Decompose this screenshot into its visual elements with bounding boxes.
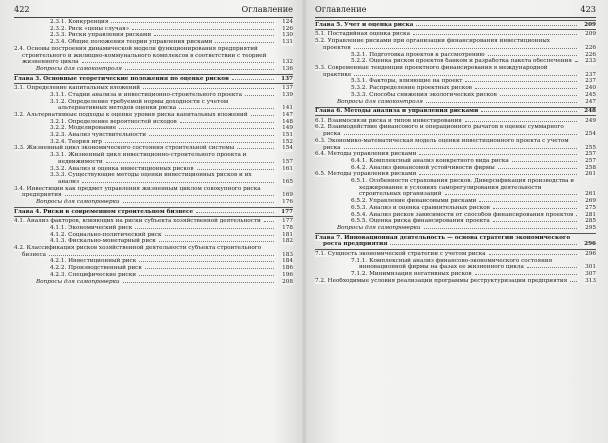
dot-leader [426,101,577,103]
entry-label: 6.5.3. Анализ и оценка сравнительных рисков [351,204,490,211]
entry-page-number: 258 [585,164,596,171]
entry-page-number: 295 [585,224,596,231]
toc-entry [315,138,596,151]
toc-entry [14,245,293,258]
dot-leader [237,147,274,149]
entry-label: 4.2.3. Специфические риски [50,271,137,278]
toc-entry [14,225,293,232]
entry-label: 7.1. Сущность экономической стратегии с учетом риска [315,250,486,257]
running-header [14,4,293,16]
entry-label: 5.2.2. Оценка рисков проектов банком и разработка пакета обеспечения [351,58,572,65]
dot-leader [119,127,274,129]
toc-entry [14,232,293,239]
dot-leader [493,207,577,209]
entry-label: 5.2.1. Подготовка проектов к рассмотрению [351,51,485,58]
entry-page-number: 176 [282,199,293,206]
entry-page-number: 249 [585,117,596,124]
entry-page-number: 254 [585,131,596,138]
dot-leader [232,78,274,80]
entry-page-number: 285 [585,218,596,225]
entry-label: 7.1.1. Комплексный анализ финансово-экономического состояния инновационной фирмы на фазах ее жизненного цикла [351,257,553,271]
entry-label: 3.2.4. Теория игр [50,138,102,145]
toc-entry [14,132,293,139]
entry-label: 6.1. Взаимосвязи риска и типов инвестирования [315,117,462,124]
toc-entry [315,124,596,137]
toc-entry [14,26,293,33]
entry-page-number: 269 [585,198,596,205]
toc-entry [14,218,293,225]
dot-leader [159,240,274,242]
entry-label: Глава 6. Методы анализа и управления рисками [315,108,479,115]
entry-label: Глава 3. Основные теоретические положения по оценке рисков [14,75,230,82]
dot-leader [111,21,274,23]
entry-page-number: 147 [282,111,293,118]
chapter-heading [14,207,293,217]
entry-label: Вопросы для самоконтроля [337,98,423,105]
dot-leader [344,147,577,149]
dot-leader [493,220,577,222]
entry-page-number: 130 [282,32,293,39]
dot-leader [512,160,577,162]
dot-leader [215,41,274,43]
entry-label: 5.3.1. Факторы, влияющие на проект [351,78,463,85]
entry-page-number: 181 [282,231,293,238]
toc-entry [14,92,293,99]
entry-label: 6.5.2. Управление финансовыми рисками [351,198,477,205]
entry-label: 3.3.2. Анализ и оценка инвестиционных рисков [50,165,194,172]
toc-entry [315,52,596,59]
entry-label: Глава 5. Учет и оценка риска [315,21,414,28]
toc-entry [315,171,596,178]
toc-entry [315,158,596,165]
toc-list [14,19,293,285]
entry-label: 2.3.3. Риски управления рисками [50,32,152,39]
dot-leader [413,33,577,35]
dot-leader [419,173,577,175]
dot-leader [488,54,577,56]
entry-label: 4.1.3. Фискально-монетарный риск [50,238,156,245]
entry-page-number: 151 [282,132,293,139]
entry-page-number: 209 [585,31,596,38]
toc-entry [315,85,596,92]
entry-label: 2.3.1. Конкуренция [50,19,109,25]
dot-leader [390,243,577,245]
dot-leader [196,211,274,213]
entry-page-number: 196 [282,271,293,278]
dot-leader [106,161,274,163]
entry-page-number: 248 [584,108,596,115]
toc-entry [14,139,293,146]
toc-entry [14,265,293,272]
entry-page-number: 157 [282,158,293,165]
entry-page-number: 255 [585,144,596,151]
toc-entry [315,258,596,271]
toc-entry [315,218,596,225]
toc-entry [14,39,293,46]
entry-page-number: 240 [585,85,596,92]
entry-label: Вопросы для самопроверки [36,278,120,285]
entry-label: 2.3.4. Общие положения теории управления рисками [50,39,213,46]
entry-page-number: 226 [585,44,596,51]
review-questions-entry [14,199,293,206]
page-number: 422 [14,4,30,14]
entry-page-number: 208 [282,278,293,285]
entry-label: 3.3. Жизненный цикл экономического состояния строительной системы [14,145,235,152]
entry-label: Глава 4. Риски в современном строительном бизнесе [14,208,194,215]
dot-leader [105,141,274,143]
entry-page-number: 124 [282,19,293,25]
dot-leader [125,68,274,70]
running-title: Оглавление [315,4,367,14]
entry-label: 5.2. Управление рисками при организации финансирования инвестиционных проектов [315,38,550,51]
dot-leader [419,153,577,155]
entry-label: 3.3.3. Существующие методы оценки инвестиционных рисков и их анализ [50,172,252,185]
dot-leader [575,60,577,62]
entry-label: 2.3.2. Риск «цены случая» [50,25,130,32]
toc-entry [14,166,293,173]
entry-label: 6.4.2. Анализ финансовой устойчивости фирмы [351,164,495,171]
entry-label: 4.2.2. Производственный риск [50,265,142,272]
toc-list [315,19,596,284]
entry-label: 6.2. Взаимодействие финансового и операционного рычагов в оценке суммарного риска [315,124,564,138]
entry-label: 6.5.1. Особенности страхования рисков. Диверсификация производства и хеджирование в условиях саморегулирования деятельности строительных организаций [351,178,575,198]
review-questions-entry [14,66,293,73]
toc-entry [14,46,293,66]
dot-leader [123,201,274,203]
toc-entry [315,151,596,158]
entry-label: 3.1. Определение капитальных вложений [14,85,141,92]
dot-leader [197,168,274,170]
entry-label: 3.4. Инвестиции как предмет управления жизненным циклом совокупного риска предприятия [14,185,261,199]
entry-label: 6.3. Экономико-математическая модель оценки инвестиционного проекта с учетом риска [315,137,569,151]
toc-entry [315,38,596,51]
entry-label: 6.4.1. Комплексный анализ конкретного вида риска [351,157,509,164]
entry-page-number: 257 [585,151,596,158]
dot-leader [570,280,577,282]
dot-leader [527,266,577,268]
entry-label: 6.5.5. Оценка риска финансирования проекта [351,218,490,225]
entry-label: 4.2. Классификация рисков хозяйственной деятельности субъекта строительного бизнеса [14,245,262,258]
entry-page-number: 307 [585,270,596,277]
entry-page-number: 149 [282,125,293,132]
entry-page-number: 154 [282,145,293,152]
entry-page-number: 126 [282,25,293,32]
entry-label: 6.5. Методы управления рисками [315,171,417,178]
dot-leader [179,107,274,109]
toc-entry [14,272,293,279]
review-questions-entry [315,225,596,232]
toc-entry [315,165,596,172]
dot-leader [344,133,577,135]
toc-entry [315,78,596,85]
left-page [0,0,302,443]
dot-leader [139,274,274,276]
dot-leader [576,214,577,216]
entry-label: 6.5.4. Анализ рисков зависимости от способов финансирования проектов [351,211,574,218]
dot-leader [445,193,578,195]
entry-page-number: 177 [282,218,293,225]
entry-label: Вопросы для самопроверки [337,224,421,231]
entry-label: 3.2.2. Моделирование [50,125,117,132]
toc-entry [14,258,293,265]
entry-page-number: 131 [282,39,293,46]
entry-page-number: 148 [282,118,293,125]
toc-entry [315,31,596,38]
entry-page-number: 261 [585,191,596,198]
dot-leader [424,227,577,229]
toc-entry [315,118,596,125]
chapter-heading [315,233,596,250]
entry-page-number: 137 [282,85,293,92]
dot-leader [251,114,274,116]
entry-page-number: 183 [282,251,293,258]
entry-page-number: 165 [282,178,293,185]
entry-label: 5.3. Современные тенденции проектного финансирования в международной практике [315,65,548,78]
toc-entry [14,186,293,199]
dot-leader [500,94,577,96]
entry-page-number: 178 [282,224,293,231]
entry-label: 3.3.1. Жизненный цикл инвестиционно-строительного проекта и недвижимости [50,152,247,165]
dot-leader [132,28,274,30]
entry-page-number: 182 [282,238,293,245]
entry-page-number: 141 [282,105,293,112]
dot-leader [135,227,274,229]
entry-page-number: 226 [585,51,596,58]
entry-page-number: 177 [281,208,293,215]
header-rule [315,17,596,18]
entry-page-number: 169 [282,192,293,199]
entry-page-number: 209 [584,21,596,28]
entry-page-number: 301 [585,264,596,271]
running-header [315,4,596,16]
review-questions-entry [14,279,293,286]
dot-leader [354,47,577,49]
entry-label: Вопросы для самоконтроля [36,65,122,72]
toc-entry [315,205,596,212]
dot-leader [465,80,577,82]
entry-page-number: 152 [282,138,293,145]
entry-label: 5.3.3. Способы снижения экологических рисков [351,91,497,98]
entry-label: 6.4. Методы управления рисками [315,151,417,158]
dot-leader [489,253,577,255]
toc-entry [315,58,596,65]
toc-entry [14,238,293,245]
entry-page-number: 257 [585,157,596,164]
dot-leader [123,281,274,283]
entry-label: 3.2.3. Анализ чувствительности [50,132,147,139]
entry-label: 4.1.1. Экономический риск [50,224,133,231]
toc-entry [315,251,596,258]
entry-page-number: 281 [585,211,596,218]
dot-leader [354,74,577,76]
toc-entry [14,19,293,26]
entry-page-number: 137 [281,75,293,82]
dot-leader [143,87,274,89]
entry-label: 7.1.2. Минимизация негативных рисков [351,270,472,277]
dot-leader [498,167,577,169]
entry-page-number: 313 [585,277,596,284]
review-questions-entry [315,99,596,106]
toc-entry [315,178,596,198]
entry-page-number: 186 [282,265,293,272]
toc-entry [14,172,293,185]
dot-leader [82,61,274,63]
toc-entry [315,278,596,285]
toc-entry [14,152,293,165]
dot-leader [145,267,274,269]
toc-entry [315,198,596,205]
entry-page-number: 245 [585,91,596,98]
dot-leader [416,24,577,26]
toc-entry [14,125,293,132]
dot-leader [465,120,577,122]
chapter-heading [14,74,293,84]
entry-label: 4.2.1. Инвестиционный риск [50,258,137,265]
dot-leader [149,134,274,136]
entry-label: 4.1.2. Социально-политический риск [50,231,162,238]
entry-page-number: 233 [585,58,596,65]
dot-leader [481,110,577,112]
entry-label: Вопросы для самопроверки [36,199,120,206]
chapter-heading [315,107,596,117]
header-rule [14,17,293,18]
entry-label: 3.2. Альтернативные подходы к оценке уровня риска капитальных вложений [14,111,248,118]
entry-page-number: 184 [282,258,293,265]
dot-leader [139,260,274,262]
entry-label: 3.2.1. Определение вероятностей исходов [50,118,177,125]
running-title: Оглавление [241,4,293,14]
toc-entry [14,85,293,92]
dot-leader [82,181,274,183]
entry-page-number: 132 [282,59,293,66]
dot-leader [154,34,274,36]
entry-label: 3.1.2. Определение требуемой нормы доходности с учетом альтернативных методов оценки риска [50,98,229,112]
entry-page-number: 296 [584,241,596,248]
entry-page-number: 237 [585,78,596,85]
entry-page-number: 161 [282,165,293,172]
toc-entry [14,119,293,126]
dot-leader [180,121,274,123]
page-number: 423 [580,4,596,14]
toc-entry [14,112,293,119]
dot-leader [475,87,577,89]
dot-leader [49,254,274,256]
toc-entry [315,65,596,78]
entry-page-number: 275 [585,204,596,211]
entry-page-number: 136 [282,65,293,72]
entry-label: 5.1. Постадийная оценка риска [315,31,410,38]
entry-label: 2.4. Основы построения динамической модели функционирования предприятий строительного и жилищно-коммунального комплексов в соответствии с теорией жизненного цикла [14,45,267,66]
entry-page-number: 247 [585,98,596,105]
toc-entry [315,271,596,278]
entry-label: Глава 7. Инновационная деятельность — основа стратегии экономического роста предприятия [315,234,571,248]
right-page [306,0,608,443]
entry-label: 5.3.2. Распределение проектных рисков [351,85,472,92]
dot-leader [65,194,274,196]
entry-label: 3.1.1. Стадии анализа и инвестиционно-строительного проекта [50,91,242,98]
dot-leader [475,273,577,275]
dot-leader [245,94,274,96]
entry-page-number: 261 [585,171,596,178]
toc-entry [14,145,293,152]
dot-leader [479,200,577,202]
chapter-heading [315,20,596,30]
entry-page-number: 139 [282,91,293,98]
dot-leader [165,234,274,236]
entry-page-number: 296 [585,250,596,257]
toc-entry [315,212,596,219]
entry-label: 7.2. Необходимые условия реализации программы реструктуризации предприятия [315,277,568,284]
entry-page-number: 237 [585,71,596,78]
dot-leader [264,220,274,222]
toc-entry [315,92,596,99]
entry-label: 4.1. Анализ факторов, влияющих на риски субъекта хозяйственной деятельности [14,218,261,225]
toc-entry [14,99,293,112]
toc-entry [14,32,293,39]
